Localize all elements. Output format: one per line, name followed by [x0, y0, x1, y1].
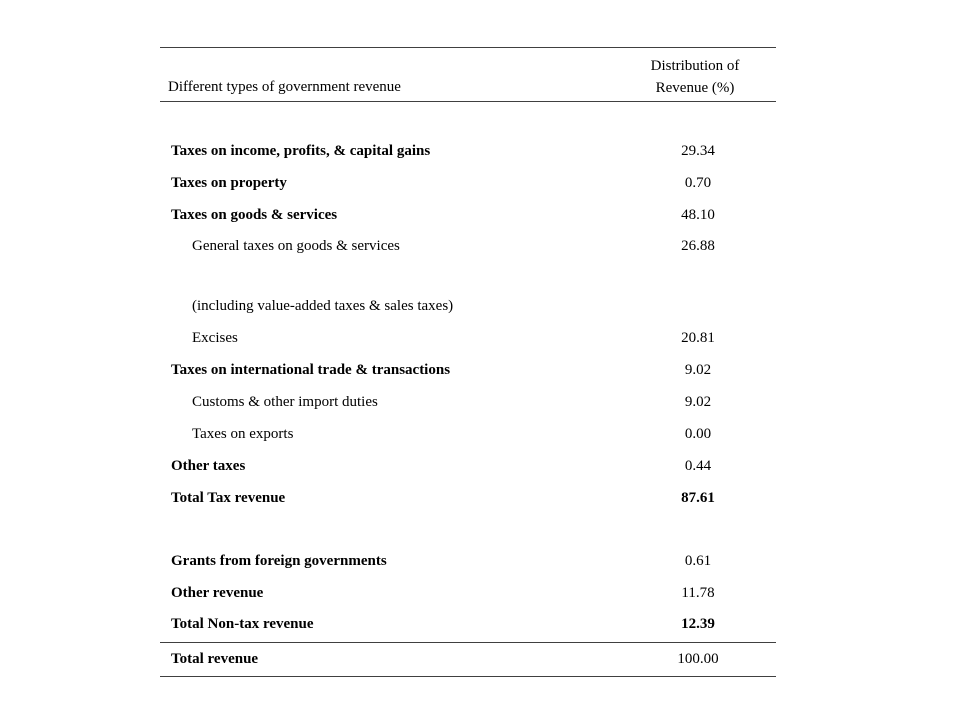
row-label: Grants from foreign governments — [171, 553, 387, 569]
table-row-customs-duties — [160, 392, 776, 412]
row-label: Total revenue — [171, 651, 259, 667]
row-label: Total Tax revenue — [171, 490, 286, 506]
row-value: 100.00 — [677, 651, 719, 667]
table-row-foreign-grants — [160, 551, 776, 571]
row-label: Excises — [192, 330, 238, 346]
table-row-excises — [160, 328, 776, 348]
column-header-distribution-line1: Distribution of — [650, 58, 740, 74]
row-value: 0.44 — [684, 458, 712, 474]
row-label: Taxes on property — [171, 175, 287, 191]
table-row-export-taxes — [160, 424, 776, 444]
table-row-general-taxes-note — [160, 296, 776, 316]
row-label: (including value-added taxes & sales taxes) — [192, 298, 454, 314]
table-row-other-taxes — [160, 456, 776, 476]
row-label: Taxes on goods & services — [171, 207, 338, 223]
row-value: 12.39 — [681, 616, 715, 632]
row-value: 11.78 — [681, 585, 715, 601]
row-label: Taxes on international trade & transactions — [171, 362, 451, 378]
column-header-distribution-line2: Revenue (%) — [655, 80, 735, 96]
row-label: Taxes on exports — [192, 426, 294, 442]
column-header-distribution — [620, 55, 770, 99]
table-top-rule — [160, 47, 776, 48]
row-label: Customs & other import duties — [192, 394, 378, 410]
row-value: 9.02 — [684, 362, 712, 378]
header-bottom-rule — [160, 101, 776, 102]
row-label: Taxes on income, profits, & capital gains — [171, 143, 431, 159]
row-label: General taxes on goods & services — [192, 238, 400, 254]
row-value: 29.34 — [681, 143, 715, 159]
table-row-income-taxes — [160, 141, 776, 161]
row-value: 87.61 — [681, 490, 715, 506]
table-row-total-tax-revenue — [160, 488, 776, 508]
row-value: 20.81 — [681, 330, 715, 346]
column-header-type: Different types of government revenue — [168, 79, 401, 95]
table-row-international-trade-taxes — [160, 360, 776, 380]
row-label: Other taxes — [171, 458, 246, 474]
row-label: Total Non-tax revenue — [171, 616, 314, 632]
table-row-total-revenue — [160, 649, 776, 669]
row-value: 9.02 — [684, 394, 712, 410]
table-row-total-non-tax-revenue — [160, 614, 776, 634]
row-value: 26.88 — [681, 238, 715, 254]
row-value: 0.00 — [684, 426, 712, 442]
table-row-general-taxes — [160, 236, 776, 256]
table-row-goods-services-taxes — [160, 205, 776, 225]
row-label: Other revenue — [171, 585, 264, 601]
total-top-rule — [160, 642, 776, 643]
table-bottom-rule — [160, 676, 776, 677]
row-value: 0.70 — [684, 175, 712, 191]
row-value: 0.61 — [684, 553, 712, 569]
table-row-property-taxes — [160, 173, 776, 193]
table-row-other-revenue — [160, 583, 776, 603]
row-value: 48.10 — [681, 207, 715, 223]
